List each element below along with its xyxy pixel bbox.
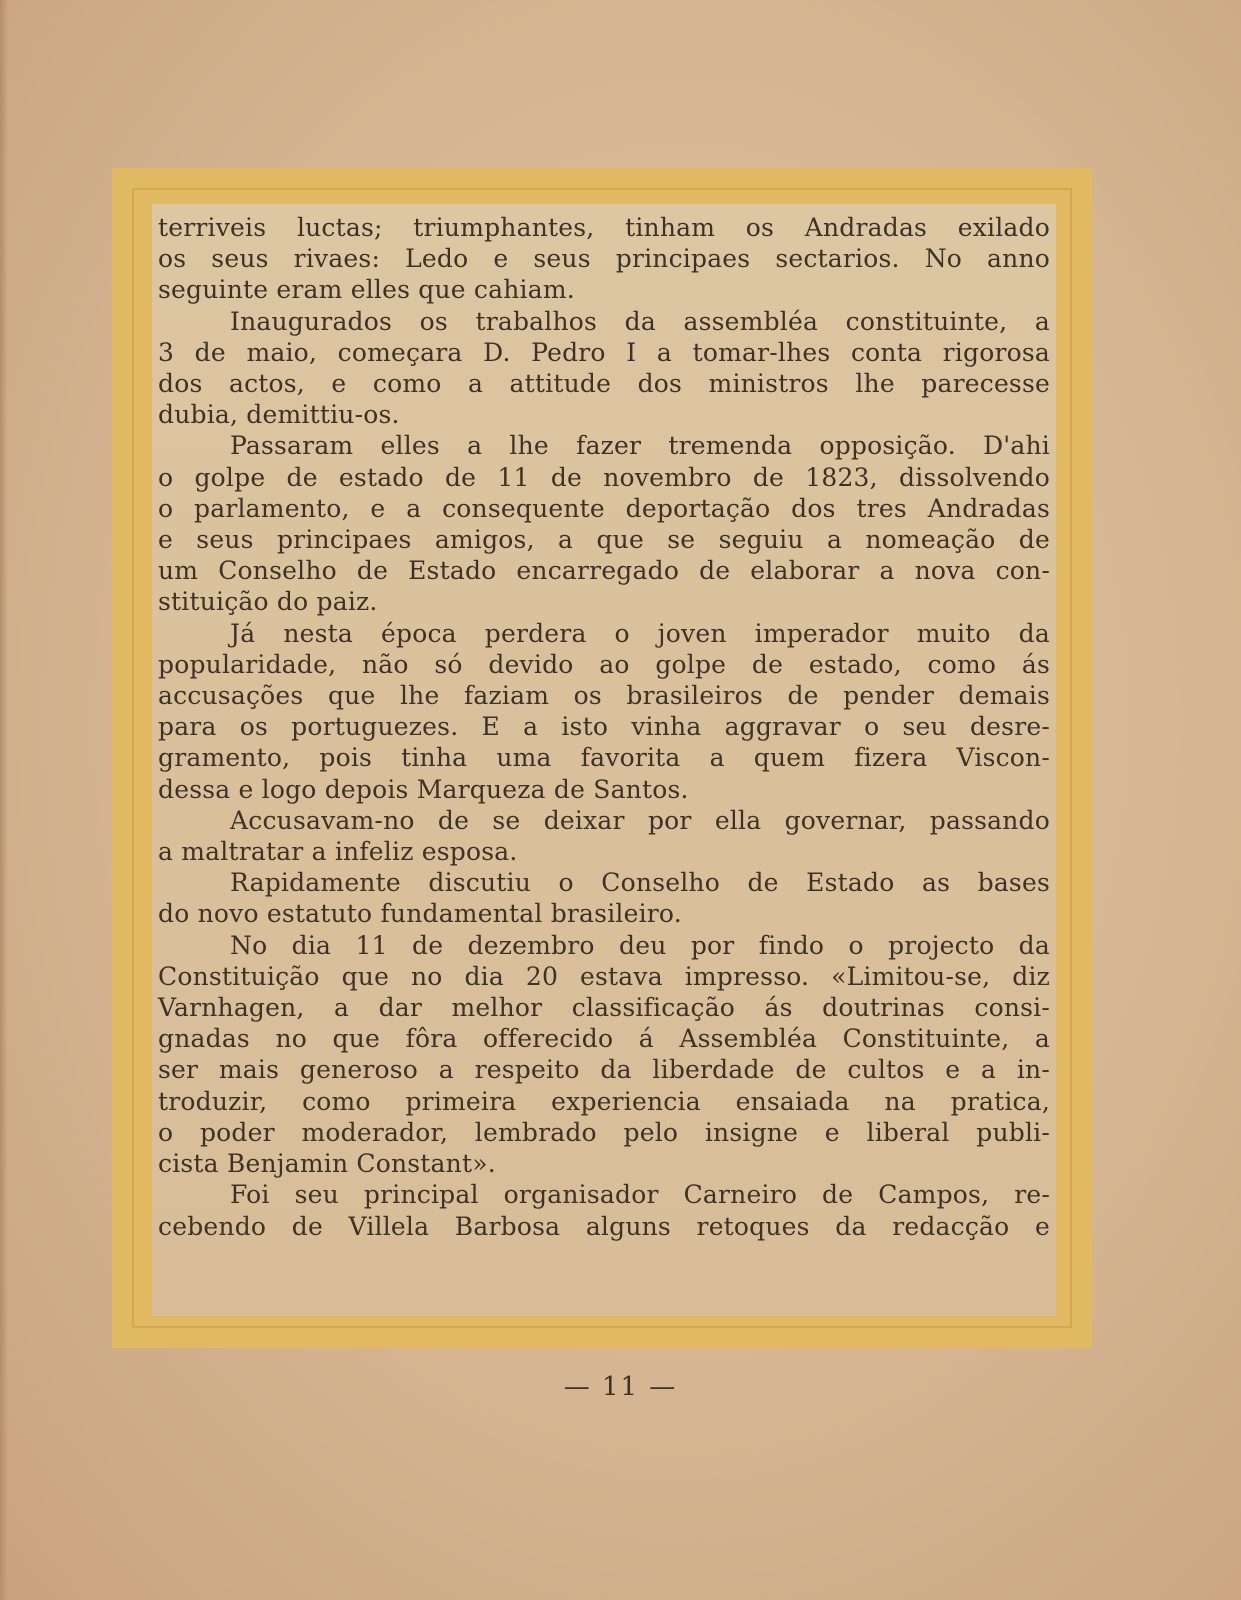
text-line: Constituição que no dia 20 estava impresso. «Limitou-se, diz xyxy=(158,961,1050,991)
text-line: troduzir, como primeira experiencia ensaiada na pratica, xyxy=(158,1086,1050,1116)
text-line: gnadas no que fôra offerecido á Assembléa Constituinte, a xyxy=(158,1024,1050,1054)
text-line: Inaugurados os trabalhos da assembléa constituinte, a xyxy=(230,306,1050,336)
text-line: o poder moderador, lembrado pelo insigne e liberal publi- xyxy=(158,1117,1050,1147)
text-line: dessa e logo depois Marqueza de Santos. xyxy=(158,774,689,804)
text-line: o golpe de estado de 11 de novembro de 1823, dissolvendo xyxy=(158,462,1050,492)
ornamental-frame xyxy=(112,168,1092,1348)
text-line: Varnhagen, a dar melhor classificação ás doutrinas consi- xyxy=(158,993,1050,1023)
text-line: Accusavam-no de se deixar por ella governar, passando xyxy=(230,805,1050,835)
text-line: a maltratar a infeliz esposa. xyxy=(158,837,518,867)
text-line: dubia, demittiu-os. xyxy=(158,400,400,430)
text-line: gramento, pois tinha uma favorita a quem fizera Viscon- xyxy=(158,743,1050,773)
text-line: accusações que lhe faziam os brasileiros de pender demais xyxy=(158,681,1050,711)
text-line: terriveis luctas; triumphantes, tinham os Andradas exilado xyxy=(158,213,1050,242)
text-line: Rapidamente discutiu o Conselho de Estado as bases xyxy=(230,868,1050,898)
text-line: um Conselho de Estado encarregado de elaborar a nova con- xyxy=(158,556,1050,586)
text-line: stituição do paiz. xyxy=(158,587,378,617)
text-line: os seus rivaes: Ledo e seus principaes sectarios. No anno xyxy=(158,244,1050,274)
text-line: cebendo de Villela Barbosa alguns retoques da redacção e xyxy=(158,1211,1050,1241)
text-line: 3 de maio, começara D. Pedro I a tomar-lhes conta rigorosa xyxy=(158,337,1050,367)
text-line: seguinte eram elles que cahiam. xyxy=(158,275,575,305)
text-line: dos actos, e como a attitude dos ministros lhe parecesse xyxy=(158,369,1050,399)
text-line: para os portuguezes. E a isto vinha aggravar o seu desre- xyxy=(158,712,1050,742)
text-line: Foi seu principal organisador Carneiro de Campos, re- xyxy=(230,1180,1050,1210)
text-line: cista Benjamin Constant». xyxy=(158,1149,496,1179)
body-text xyxy=(152,204,1056,1316)
text-line: Já nesta época perdera o joven imperador muito da xyxy=(230,618,1050,648)
text-line: o parlamento, e a consequente deportação dos tres Andradas xyxy=(158,493,1050,523)
text-line: e seus principaes amigos, a que se seguiu a nomeação de xyxy=(158,525,1050,555)
page-number: — 11 — xyxy=(563,1372,678,1402)
text-line: ser mais generoso a respeito da liberdade de cultos e a in- xyxy=(158,1055,1050,1085)
text-line: No dia 11 de dezembro deu por findo o projecto da xyxy=(230,930,1050,960)
text-line: do novo estatuto fundamental brasileiro. xyxy=(158,899,682,929)
text-line: popularidade, não só devido ao golpe de estado, como ás xyxy=(158,649,1050,679)
page-edge-shadow xyxy=(0,0,8,1600)
text-line: Passaram elles a lhe fazer tremenda opposição. D'ahi xyxy=(230,431,1050,461)
